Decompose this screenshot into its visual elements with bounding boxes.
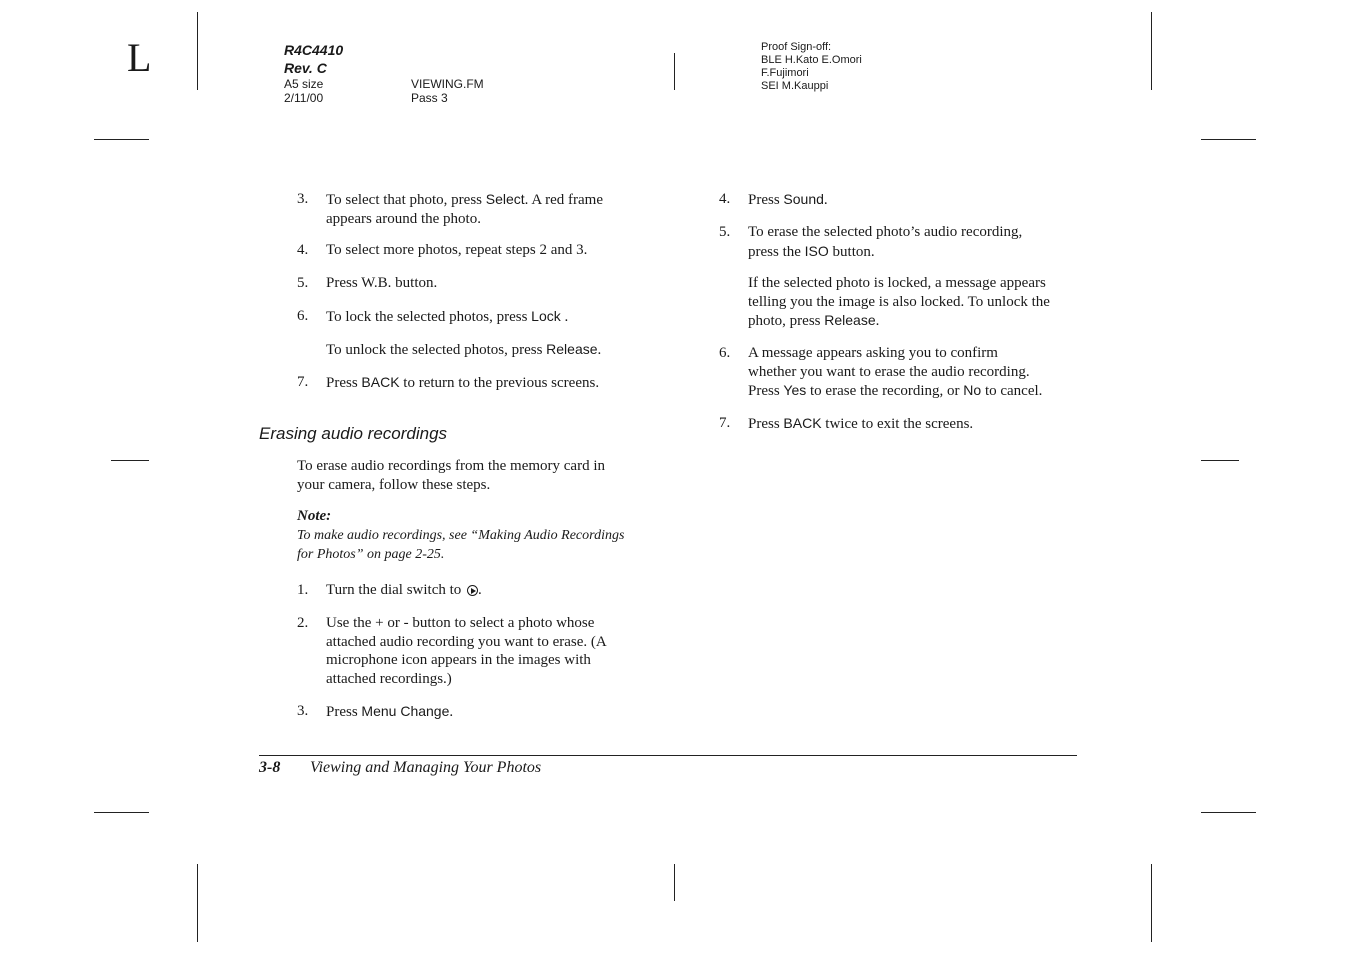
command-label: BACK <box>783 415 822 431</box>
paper-size: A5 size <box>284 77 324 91</box>
crop-mark <box>674 53 675 90</box>
footer-page-number: 3-8 <box>259 759 281 776</box>
header-file-block <box>411 77 484 105</box>
signoff-line: SEI M.Kauppi <box>761 80 829 92</box>
command-label: Release <box>546 341 598 357</box>
footer-chapter-title: Viewing and Managing Your Photos <box>310 759 542 776</box>
crop-mark <box>1201 812 1256 813</box>
crop-mark <box>1151 864 1152 942</box>
step-item: 7. Press BACK to return to the previous screens. <box>297 374 600 391</box>
step-number: 2. <box>297 615 309 631</box>
step-number: 6. <box>297 308 309 324</box>
crop-mark <box>94 139 149 140</box>
command-label: Sound <box>783 191 824 207</box>
page-side-letter: L <box>127 35 152 80</box>
crop-mark <box>1201 460 1239 461</box>
note-label: Note: <box>297 508 332 524</box>
signoff-line: F.Fujimori <box>761 67 809 79</box>
step-number: 5. <box>719 224 731 240</box>
header-left-block <box>284 41 343 105</box>
step-subparagraph: If the selected photo is locked, a message appears telling you the image is also locked. To unlock the photo, press Release. <box>748 275 1050 329</box>
signoff-line: BLE H.Kato E.Omori <box>761 54 862 66</box>
revision: Rev. C <box>284 60 327 76</box>
command-label: Yes <box>783 382 807 398</box>
command-label: No <box>963 382 982 398</box>
crop-mark <box>111 460 149 461</box>
print-date: 2/11/00 <box>284 91 324 105</box>
crop-mark <box>197 864 198 942</box>
command-label: Select <box>485 191 525 207</box>
step-number: 1. <box>297 582 309 598</box>
command-label: Lock <box>531 308 561 324</box>
product-code: R4C4410 <box>284 42 344 58</box>
proof-signoff-label: Proof Sign-off: <box>761 41 832 53</box>
command-label: ISO <box>804 242 829 259</box>
step-number: 3. <box>297 703 309 719</box>
step-item: 3. Press Menu Change. <box>297 703 454 720</box>
step-item: 4. Press Sound. <box>719 191 828 208</box>
step-number: 4. <box>297 242 309 258</box>
step-number: 5. <box>297 275 309 291</box>
file-name: VIEWING.FM <box>411 77 484 91</box>
step-item: 4. To select more photos, repeat steps 2 and 3. <box>297 242 588 258</box>
step-number: 3. <box>297 191 309 207</box>
step-item: 5. To erase the selected photo’s audio recording, press the ISO button. <box>719 224 1023 260</box>
crop-mark <box>197 12 198 90</box>
crop-mark <box>674 864 675 901</box>
intro-paragraph: To erase audio recordings from the memory card in your camera, follow these steps. <box>297 458 606 493</box>
section-heading: Erasing audio recordings <box>259 424 448 443</box>
command-label: Menu Change <box>361 703 450 719</box>
step-item: 2. Use the + or - button to select a photo whose attached audio recording you want to erase. (A microphone icon appears in the images with attached recordings.) <box>297 615 607 687</box>
note-text: To make audio recordings, see “Making Audio Recordings for Photos” on page 2-25. <box>297 528 625 562</box>
step-item: 1. Turn the dial switch to . <box>297 582 482 598</box>
command-label: BACK <box>361 374 400 390</box>
crop-mark <box>1151 12 1152 90</box>
proof-signoff-block <box>761 41 862 93</box>
play-mode-icon <box>467 585 478 596</box>
step-item: 6. To lock the selected photos, press Lock . <box>297 308 569 325</box>
footer-rule <box>259 755 1077 756</box>
step-item: 7. Press BACK twice to exit the screens. <box>719 415 974 432</box>
step-item: 3. To select that photo, press Select. A red frame appears around the photo. <box>297 191 603 227</box>
step-item: 6. A message appears asking you to confirm whether you want to erase the audio recording. Press Yes to erase the recording, or No to cancel. <box>719 345 1043 399</box>
crop-mark <box>1201 139 1256 140</box>
step-number: 4. <box>719 191 731 207</box>
step-subparagraph: To unlock the selected photos, press Release. <box>326 341 602 358</box>
step-item: 5. Press W.B. button. <box>297 275 438 291</box>
step-number: 7. <box>719 415 731 431</box>
step-number: 6. <box>719 345 731 361</box>
crop-mark <box>94 812 149 813</box>
pass-number: Pass 3 <box>411 91 448 105</box>
step-number: 7. <box>297 374 309 390</box>
command-label: Release <box>824 312 876 328</box>
